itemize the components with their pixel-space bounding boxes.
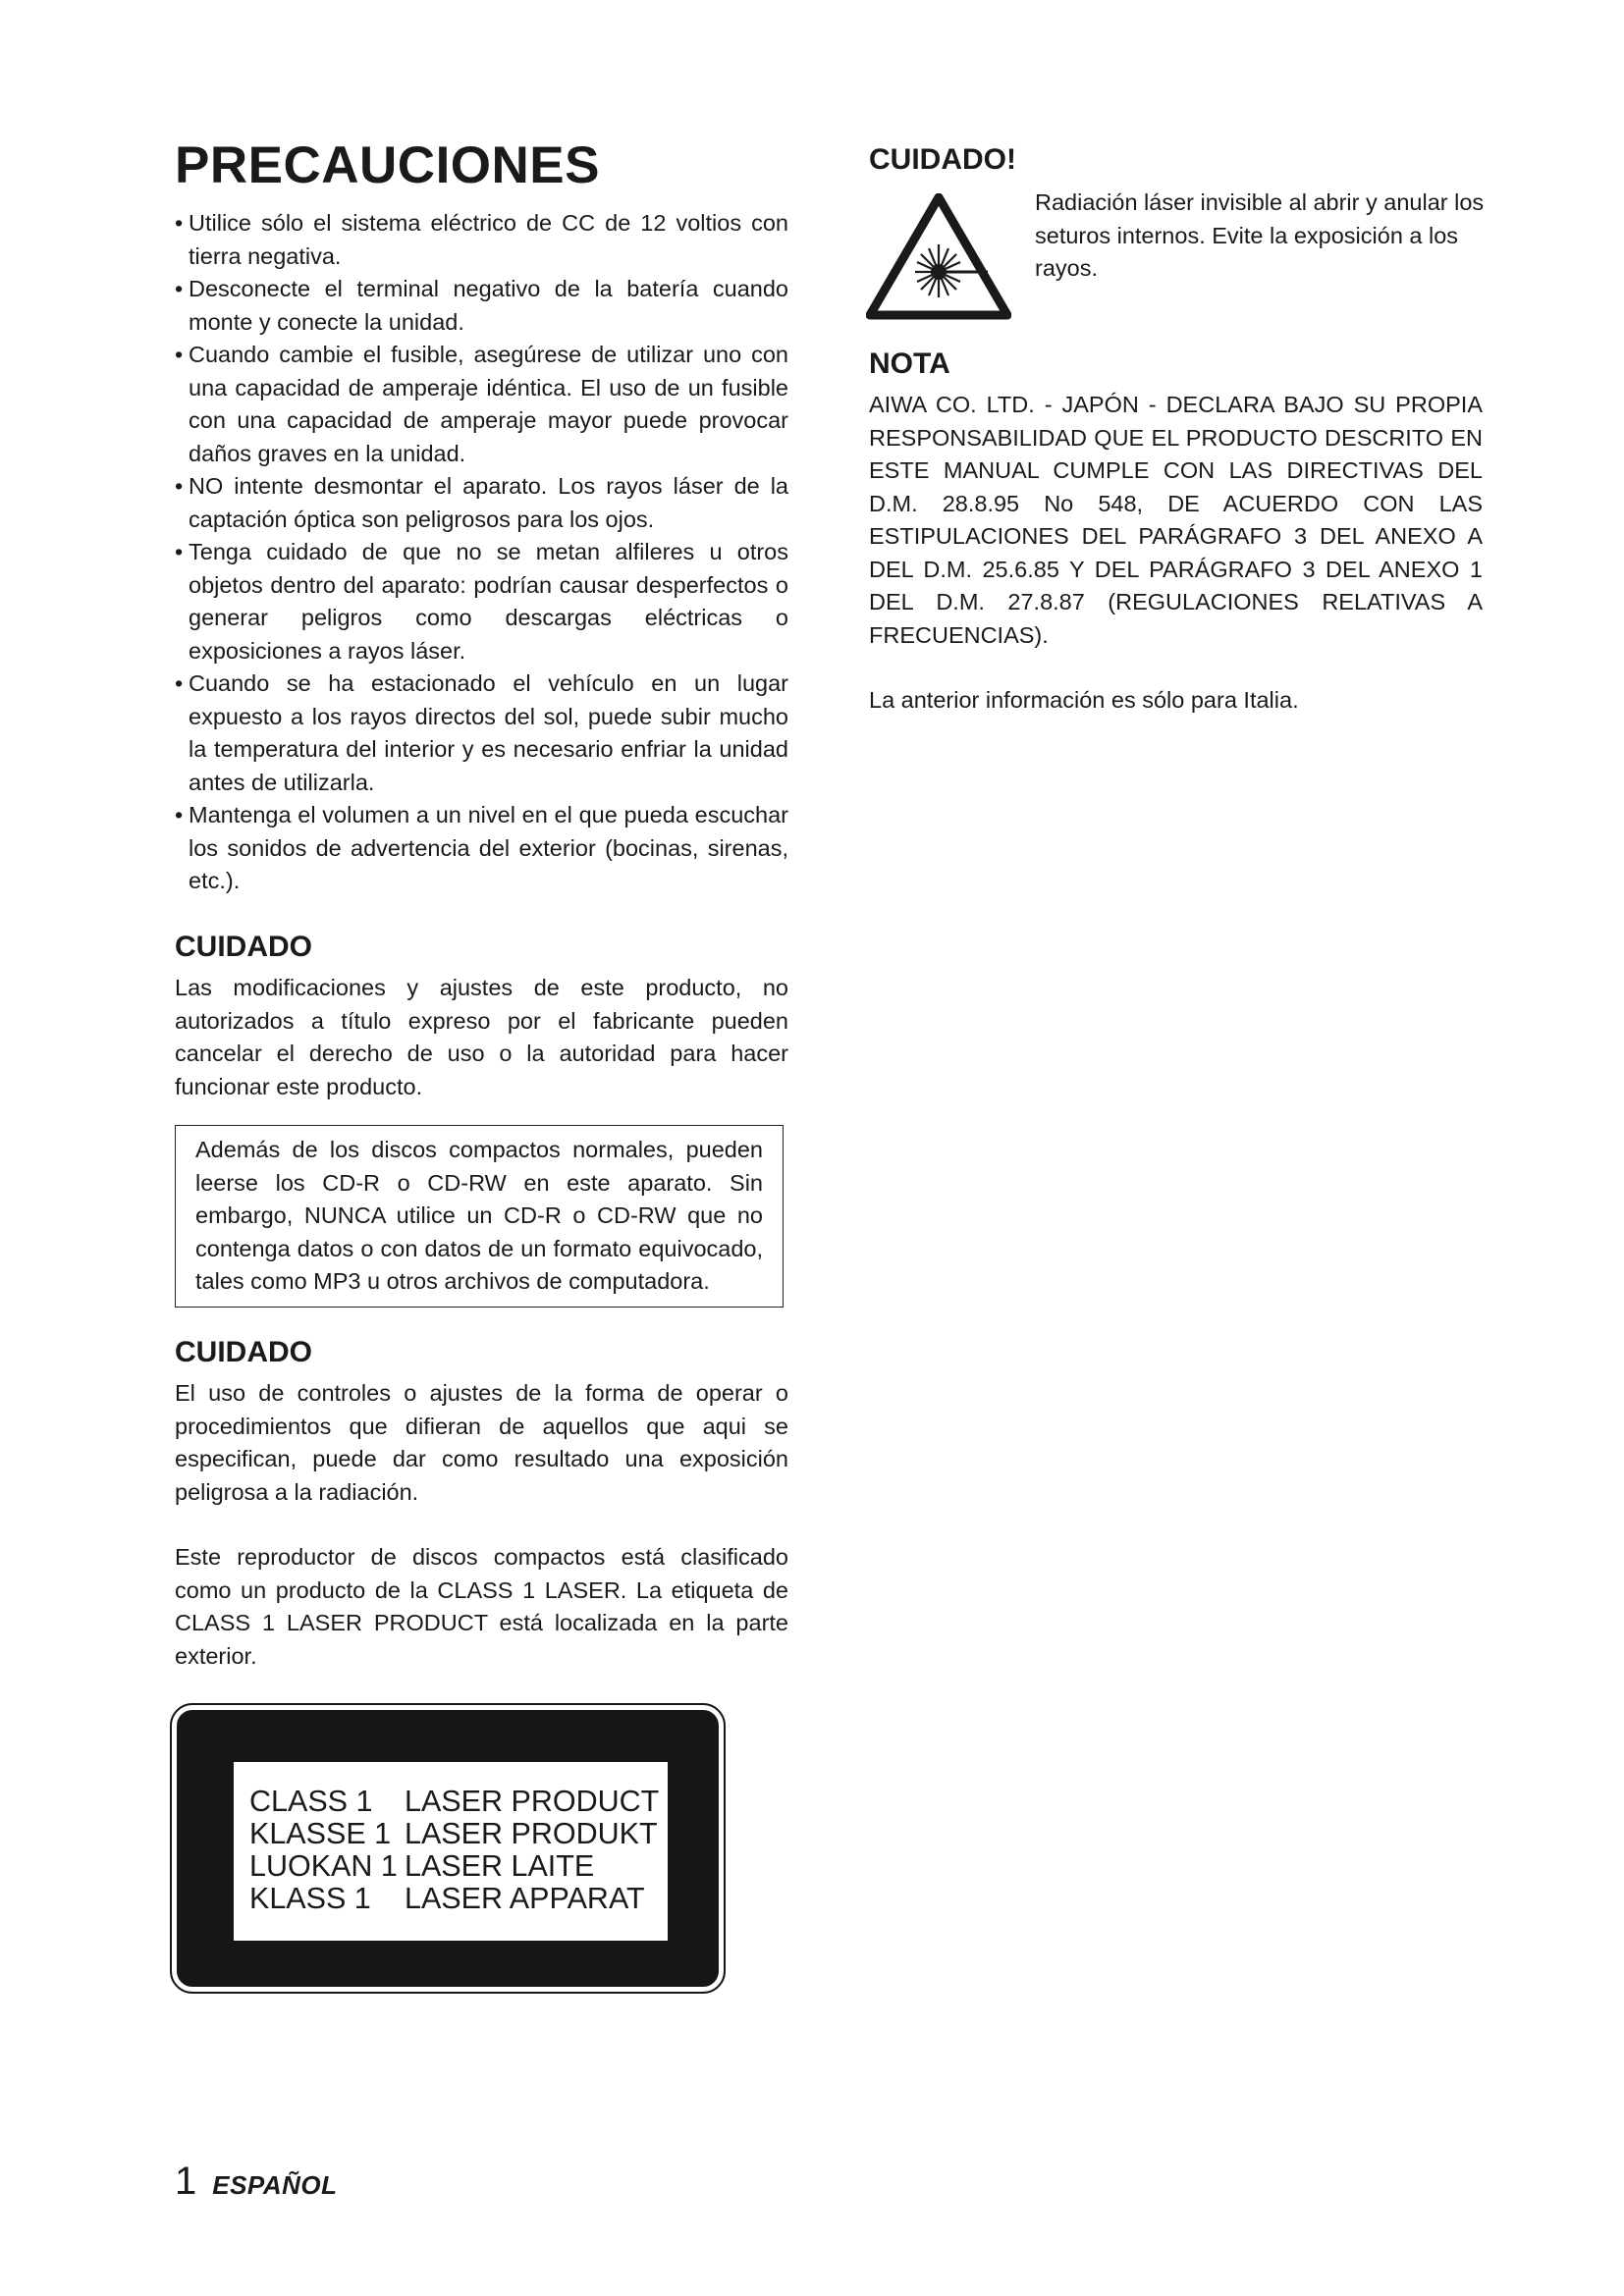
nota-italy-text: La anterior información es sólo para Italia. (869, 687, 1299, 713)
bullet-icon: • (175, 670, 184, 696)
cd-r-notice-box: Además de los discos compactos normales, pueden leerse los CD-R o CD-RW en este aparato. Sin embargo, NUNCA utilice un CD-R o CD-RW que no contenga datos o con datos de un formato equivocado, tales como MP3 u otros archivos de computadora. (175, 1125, 784, 1308)
page-number: 1 (175, 2160, 197, 2203)
class1-laser-text: Este reproductor de discos compactos está clasificado como un producto de la CLASS 1 LASER. La etiqueta de CLASS 1 LASER PRODUCT está localizada en la parte exterior. (175, 1544, 788, 1669)
laser-warning-text: Radiación láser invisible al abrir y anular los seturos internos. Evite la exposición a los rayos. (1035, 189, 1485, 281)
bullet-icon: • (175, 210, 184, 236)
bullet-icon: • (175, 276, 184, 301)
laser-label-row: CLASS 1 LASER PRODUCT (249, 1785, 660, 1818)
bullet-icon: • (175, 342, 184, 367)
list-item: • Cuando cambie el fusible, asegúrese de utilizar uno con una capacidad de amperaje idéntica. El uso de un fusible con una capacidad de amperaje mayor puede provocar daños graves en la unidad. (175, 339, 788, 470)
bullet-icon: • (175, 802, 184, 828)
cuidado-heading-2: CUIDADO (175, 1336, 312, 1368)
laser-label-row: LUOKAN 1 LASER LAITE (249, 1849, 595, 1883)
list-item: • Cuando se ha estacionado el vehículo en un lugar expuesto a los rayos directos del sol, puede subir mucho la temperatura del interior y es necesario enfriar la unidad antes de utilizarla. (175, 667, 788, 799)
precautions-list (175, 207, 788, 898)
list-item: • Mantenga el volumen a un nivel en el que pueda escuchar los sonidos de advertencia del exterior (bocinas, sirenas, etc.). (175, 799, 788, 898)
laser-label-row: KLASS 1 LASER APPARAT (249, 1882, 645, 1915)
cuidado-text-2: El uso de controles o ajustes de la forma de operar o procedimientos que difieran de aquellos que aqui se especifican, puede dar como resultado una exposición peligrosa a la radiación. (175, 1380, 788, 1505)
list-item: • Tenga cuidado de que no se metan alfileres u otros objetos dentro del aparato: podrían causar desperfectos o generar peligros como descargas eléctricas o exposiciones a rayos láser. (175, 536, 788, 667)
class1-laser-label (177, 1710, 719, 1987)
nota-text: AIWA CO. LTD. - JAPÓN - DECLARA BAJO SU PROPIA RESPONSABILIDAD QUE EL PRODUCTO DESCRITO EN ESTE MANUAL CUMPLE CON LAS DIRECTIVAS DEL D.M. 28.8.95 No 548, DE ACUERDO CON LAS ESTIPULACIONES DEL PARÁGRAFO 3 DEL ANEXO A DEL D.M. 25.6.85 Y DEL PARÁGRAFO 3 DEL ANEXO 1 DEL D.M. 27.8.87 (REGULACIONES RELATIVAS A FRECUENCIAS). (869, 392, 1483, 648)
list-item: • Utilice sólo el sistema eléctrico de CC de 12 voltios con tierra negativa. (175, 207, 788, 273)
bullet-icon: • (175, 539, 184, 564)
laser-label-row: KLASSE 1 LASER PRODUKT (249, 1817, 658, 1850)
cuidado-text: Las modificaciones y ajustes de este producto, no autorizados a título expreso por el fabricante pueden cancelar el derecho de uso o la autoridad para hacer funcionar este producto. (175, 975, 788, 1099)
laser-label-inner (234, 1762, 668, 1941)
page-title: PRECAUCIONES (175, 136, 601, 194)
nota-heading: NOTA (869, 347, 950, 380)
cuidado-heading: CUIDADO (175, 931, 312, 963)
page-footer (175, 2160, 338, 2204)
list-item: • NO intente desmontar el aparato. Los rayos láser de la captación óptica son peligrosos para los ojos. (175, 470, 788, 536)
laser-warning-icon (866, 193, 1011, 321)
language-label: ESPAÑOL (212, 2170, 338, 2200)
cuidado-right-heading: CUIDADO! (869, 143, 1016, 176)
bullet-icon: • (175, 473, 184, 499)
list-item: • Desconecte el terminal negativo de la batería cuando monte y conecte la unidad. (175, 273, 788, 339)
